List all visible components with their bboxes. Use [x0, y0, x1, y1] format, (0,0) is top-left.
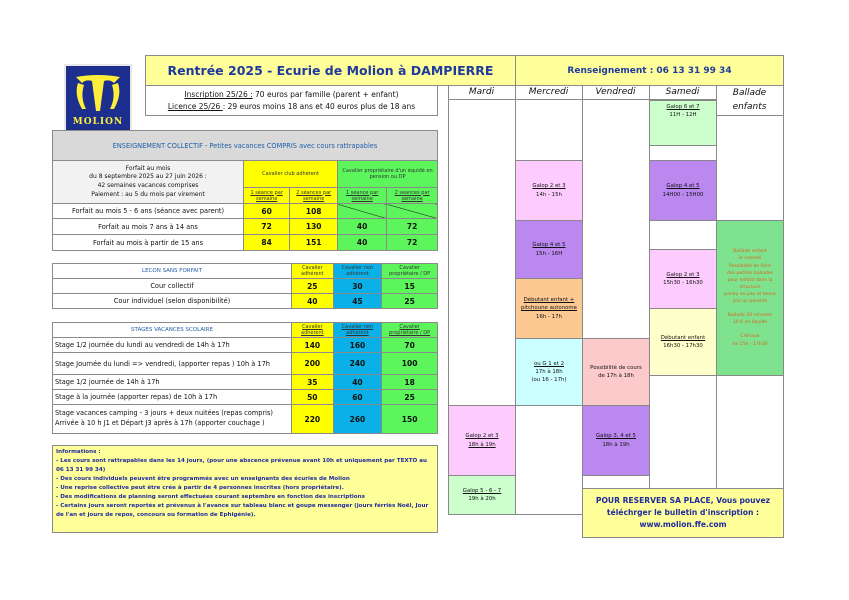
collectif-desc: Forfait au mois du 8 septembre 2025 au 27 juin 2026 : 42 semaines vacances comprises Paiement : au 5 du mois par virement: [53, 161, 244, 204]
info-title: Informations :: [56, 449, 101, 455]
table-row: Forfait au mois à partir de 15 ans 84 151 40 72: [53, 235, 438, 251]
informations-box: [52, 445, 438, 533]
slot-mardi-galop-2-3: Galop 2 et 3 18h à 19h: [448, 405, 516, 476]
slot-vendredi-possibilite: Possibilité de cours de 17h à 18h: [582, 338, 650, 406]
lecon-table: [52, 263, 438, 309]
info-line: - Des modifications de planning seront effectuées courant septembre en fonction des inscriptions: [56, 493, 365, 500]
day-header-mardi: Mardi: [448, 85, 516, 100]
day-header-vendredi: Vendredi: [582, 85, 650, 100]
sub-header: 1 séance par semaine: [244, 188, 290, 204]
col-header: Cavalier non adhérent: [333, 264, 382, 279]
ballade-line: des petites ballades: [726, 270, 774, 276]
slot-mercredi-galop-2-3: Galop 2 et 3 14h - 15h: [515, 160, 583, 221]
lecon-title: LECON SANS FORFAIT: [53, 264, 292, 279]
slot-mardi-galop-5-6-7: Galop 5 - 6 - 7 19h à 20h: [448, 475, 516, 515]
ballade-line: Crénaux: [740, 334, 760, 340]
info-line: - Les cours sont rattrapables dans les 14 jours, (pour une abscence prévenue avant 10h et uniquement par TEXTO au 06 13 31 99 34): [56, 457, 427, 473]
na-cell: [338, 204, 387, 219]
inscription-text: 70 euros par famille (parent + enfant): [252, 90, 399, 100]
col-header: Cavalier propriétaire / DP: [382, 264, 438, 279]
inscription-label: Inscription 25/26 :: [184, 90, 253, 100]
slot-samedi-galop-2-3: Galop 2 et 3 15h30 - 16h30: [649, 249, 717, 309]
day-header-samedi: Samedi: [649, 85, 717, 100]
col-owner: Cavalier propriétaire d'un équidé en pension ou DP: [338, 161, 438, 188]
info-line: - Une reprise collective peut être crée à partir de 4 personnes inscrites (hors propriétaire).: [56, 484, 344, 491]
ballade-line: Ballade 20 minutes: [727, 313, 773, 319]
sub-header: 2 séances par semaine: [290, 188, 338, 204]
stages-table: [52, 322, 438, 434]
collectif-table: [52, 130, 438, 251]
ballade-line: Possibilité de faire: [729, 263, 771, 269]
ballade-line: le samedi: [738, 256, 762, 262]
reserve-line: téléchrger le bulletin d'inscription :: [606, 507, 760, 517]
col-header: Cavalier adhérent: [292, 264, 334, 279]
info-line: - Des cours individuels peuvent être programmés avec un enseignants des écuries de Molion: [56, 475, 350, 482]
stages-title: STAGES VACANCES SCOLAIRE: [53, 323, 292, 338]
molion-logo: [64, 64, 132, 134]
col-club: Cavalier club adhérent: [244, 161, 338, 188]
col-header: Cavalier adhérent: [292, 323, 334, 338]
slot-ballade-enfants: [716, 220, 784, 376]
table-row: Stage 1/2 journée de 14h à 17h 35 40 18: [53, 375, 438, 390]
table-row: Cour collectif 25 30 15: [53, 279, 438, 294]
sub-header: 1 seance par semaine: [338, 188, 387, 204]
ballade-line: Ballade enfant: [733, 249, 767, 255]
collectif-title: ENSEIGNEMENT COLLECTIF - Petites vacances COMPRIS avec cours rattrapables: [53, 131, 438, 161]
sub-header: 2 seances par semaine: [387, 188, 438, 204]
slot-vendredi-galop-3-4-5: Galop 3, 4 et 5 18h à 19h: [582, 405, 650, 476]
day-header-mercredi: Mercredi: [515, 85, 583, 100]
slot-mercredi-galop-4-5: Galop 4 et 5 15h - 16H: [515, 220, 583, 279]
slot-samedi-galop-4-5: Galop 4 et 5 14H00 - 15H00: [649, 160, 717, 221]
day-header-ballade: Ballade enfants: [716, 85, 784, 116]
na-cell: [387, 204, 438, 219]
licence-text: : 29 euros moins 18 ans et 40 euros plus de 18 ans: [222, 101, 416, 111]
reserve-line: POUR RESERVER SA PLACE, Vous pouvez: [595, 495, 771, 505]
ballade-line: pour enfant dans la: [727, 277, 773, 283]
col-header: Cavalier non adhérent: [333, 323, 382, 338]
logo-text: MOLION: [72, 117, 124, 127]
ballade-line: par un parents: [733, 299, 767, 305]
ballade-line: poney au pas et tenue: [724, 292, 776, 297]
ballade-line: structure: [739, 284, 761, 290]
slot-samedi-debutant: Débutant enfant 16h30 - 17h30: [649, 308, 717, 376]
ballade-line: de 15h - 17h30: [732, 341, 768, 347]
table-row: Forfait au mois 5 - 6 ans (séance avec parent) 60 108: [53, 204, 438, 219]
slot-mercredi-g1-2: ou G 1 et 2 17h à 18h (ou 16 - 17h): [515, 338, 583, 406]
inscription-box: [145, 85, 438, 116]
reserve-box: [582, 488, 784, 538]
table-row: Stage à la journée (apporter repas) de 10h à 17h 50 60 25: [53, 390, 438, 405]
phone-info: Renseignement : 06 13 31 99 34: [515, 55, 784, 86]
reserve-link[interactable]: www.molion.ffe.com: [639, 520, 727, 530]
table-row: Forfait au mois 7 ans à 14 ans 72 130 40 72: [53, 219, 438, 235]
horse-emblem-icon: [70, 71, 126, 117]
table-row: Stage Journée du lundi => vendredi, (apporter repas ) 10h à 17h 200 240 100: [53, 353, 438, 375]
ballade-line: 10 € en liquide: [732, 320, 768, 326]
info-line: - Certains jours seront reportés et prévenus à l'avance sur tableau blanc et goupe messenger (jours férriès Noël, Jour de l'an et jours de repos, concours ou formation de Ephigénie).: [56, 502, 429, 518]
slot-samedi-galop-6-7: Galop 6 et 7 11H - 12H: [649, 100, 717, 146]
slot-mercredi-debutant: Débutant enfant + pitchoune autonome 16h - 17h: [515, 278, 583, 339]
table-row: Stage vacances camping - 3 jours + deux nuitées (repas compris) Arrivée à 10 h J1 et Départ J3 après à 17h (apporter couchage ) 220 260 150: [53, 405, 438, 434]
table-row: Cour individuel (selon disponibilité) 40 45 25: [53, 294, 438, 309]
page-title: Rentrée 2025 - Ecurie de Molion à DAMPIERRE: [145, 55, 516, 86]
table-row: Stage 1/2 journée du lundi au vendredi de 14h à 17h 140 160 70: [53, 338, 438, 353]
licence-label: Licence 25/26: [167, 101, 223, 111]
col-header: Cavalier propriétaire / DP: [382, 323, 438, 338]
